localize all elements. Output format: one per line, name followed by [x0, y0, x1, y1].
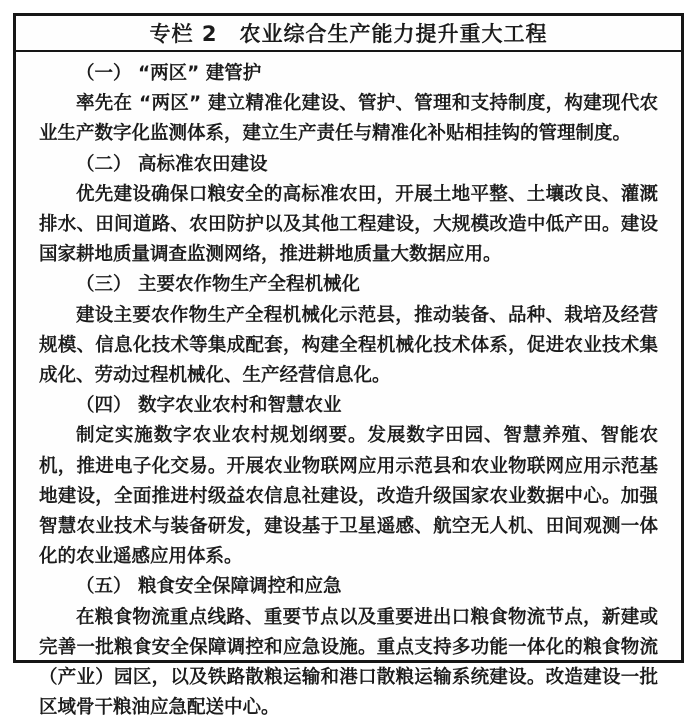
panel-body [16, 52, 681, 723]
panel-title-bar [16, 16, 681, 52]
section-5-paragraph: 在粮食物流重点线路、重要节点以及重要进出口粮食物流节点，新建或完善一批粮食安全保障调控和应急设施。重点支持多功能一体化的粮食物流（产业）园区，以及铁路散粮运输和港口散粮运输系统建设。改造建设一批区域骨干粮油应急配送中心。 [39, 606, 658, 719]
section-3-paragraph: 建设主要农作物生产全程机械化示范县，推动装备、品种、栽培及经营规模、信息化技术等集成配套，构建全程机械化技术体系，促进农业技术集成化、劳动过程机械化、生产经营信息化。 [39, 304, 658, 387]
section-3-heading: （三） 主要农作物生产全程机械化 [76, 274, 360, 296]
section-1-heading: （一） “两区” 建管护 [76, 63, 262, 84]
section-1-paragraph: 率先在 “两区” 建立精准化建设、管护、管理和支持制度，构建现代农业生产数字化监测体系，建立生产责任与精准化补贴相挂钩的管理制度。 [39, 93, 658, 145]
section-2-heading: （二） 高标准农田建设 [76, 153, 268, 175]
section-4-heading: （四） 数字农业农村和智慧农业 [76, 395, 342, 417]
section-4-paragraph: 制定实施数字农业农村规划纲要。发展数字田园、智慧养殖、智能农机，推进电子化交易。开展农业物联网应用示范县和农业物联网应用示范基地建设，全面推进村级益农信息社建设，改造升级国家农业数据中心。加强智慧农业技术与装备研发，建设基于卫星遥感、航空无人机、田间观测一体化的农业遥感应用体系。 [39, 425, 658, 568]
featured-column-panel [13, 13, 684, 719]
panel-title: 专栏 2 农业综合生产能力提升重大工程 [149, 22, 548, 46]
section-5-heading: （五） 粮食安全保障调控和应急 [76, 576, 342, 598]
section-2-paragraph: 优先建设确保口粮安全的高标准农田，开展土地平整、土壤改良、灌溉排水、田间道路、农田防护以及其他工程建设，大规模改造中低产田。建设国家耕地质量调查监测网络，推进耕地质量大数据应用。 [39, 183, 658, 266]
